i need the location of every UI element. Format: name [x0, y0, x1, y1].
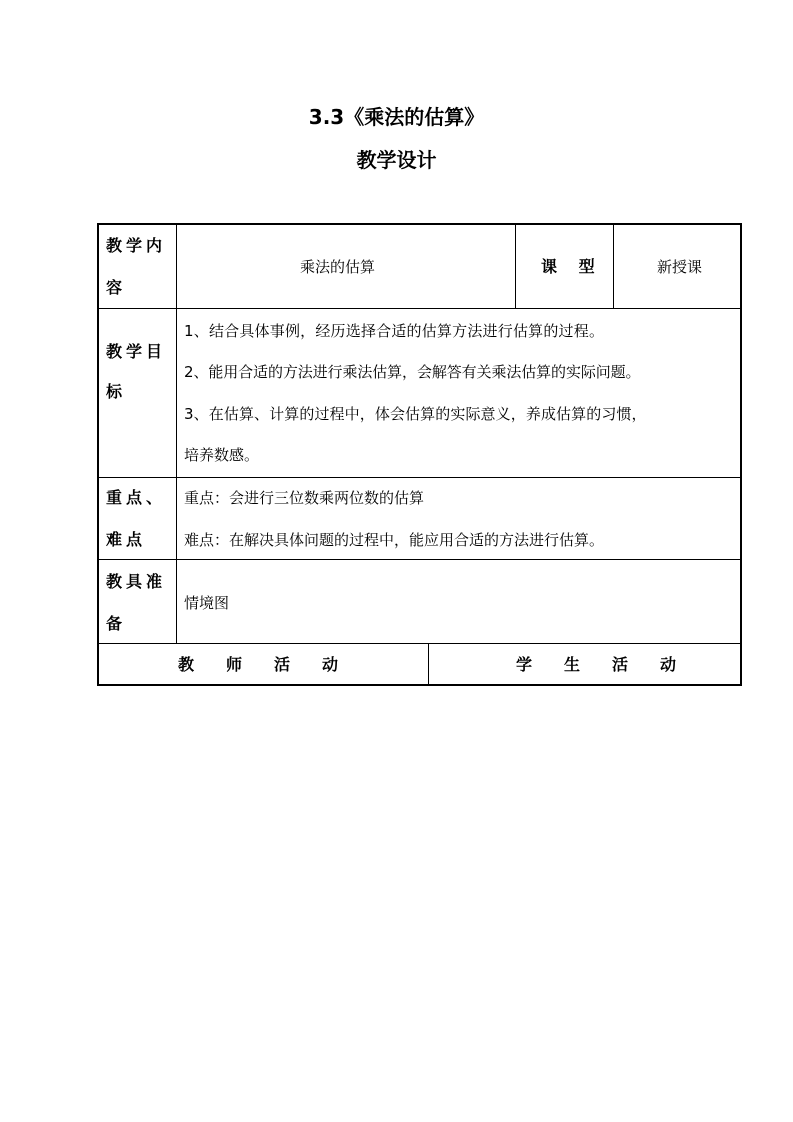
difficult-point: 难点：在解决具体问题的过程中，能应用合适的方法进行估算。 [184, 531, 605, 549]
goal-item: 2、能用合适的方法进行乘法估算，会解答有关乘法估算的实际问题。 [184, 363, 641, 381]
table-border-right [740, 223, 742, 686]
goal-item: 3、在估算、计算的过程中，体会估算的实际意义，养成估算的习惯， [184, 405, 647, 423]
document-title: 3.3《乘法的估算》 [308, 105, 485, 129]
row-divider [97, 308, 742, 309]
student-activity-header: 学 生 活 动 [516, 655, 677, 674]
table-border-left [97, 223, 99, 686]
row-divider [97, 559, 742, 560]
column-divider [515, 223, 516, 308]
goal-item: 1、结合具体事例，经历选择合适的估算方法进行估算的过程。 [184, 322, 605, 340]
document-subtitle: 教学设计 [356, 148, 437, 172]
materials-label-line1: 教具准 [106, 572, 167, 591]
materials-label-line2: 备 [106, 614, 127, 633]
key-point: 重点：会进行三位数乘两位数的估算 [184, 489, 425, 507]
type-label: 课 型 [541, 257, 595, 276]
column-divider [176, 223, 177, 643]
content-label-line2: 容 [106, 278, 127, 297]
row-divider [97, 643, 742, 644]
goals-label-line1: 教学目 [106, 342, 167, 361]
column-divider [428, 643, 429, 685]
keypoints-label-line1: 重点、 [106, 488, 167, 507]
table-border-top [97, 223, 742, 225]
row-divider [97, 477, 742, 478]
materials-value: 情境图 [184, 594, 230, 612]
table-border-bottom [97, 684, 742, 686]
type-value: 新授课 [657, 258, 703, 276]
content-value: 乘法的估算 [300, 258, 376, 276]
column-divider [613, 223, 614, 308]
teacher-activity-header: 教 师 活 动 [178, 655, 339, 674]
goals-label-line2: 标 [106, 382, 127, 401]
keypoints-label-line2: 难点 [106, 530, 147, 549]
content-label-line1: 教学内 [106, 236, 167, 255]
goal-item: 培养数感。 [184, 446, 260, 464]
